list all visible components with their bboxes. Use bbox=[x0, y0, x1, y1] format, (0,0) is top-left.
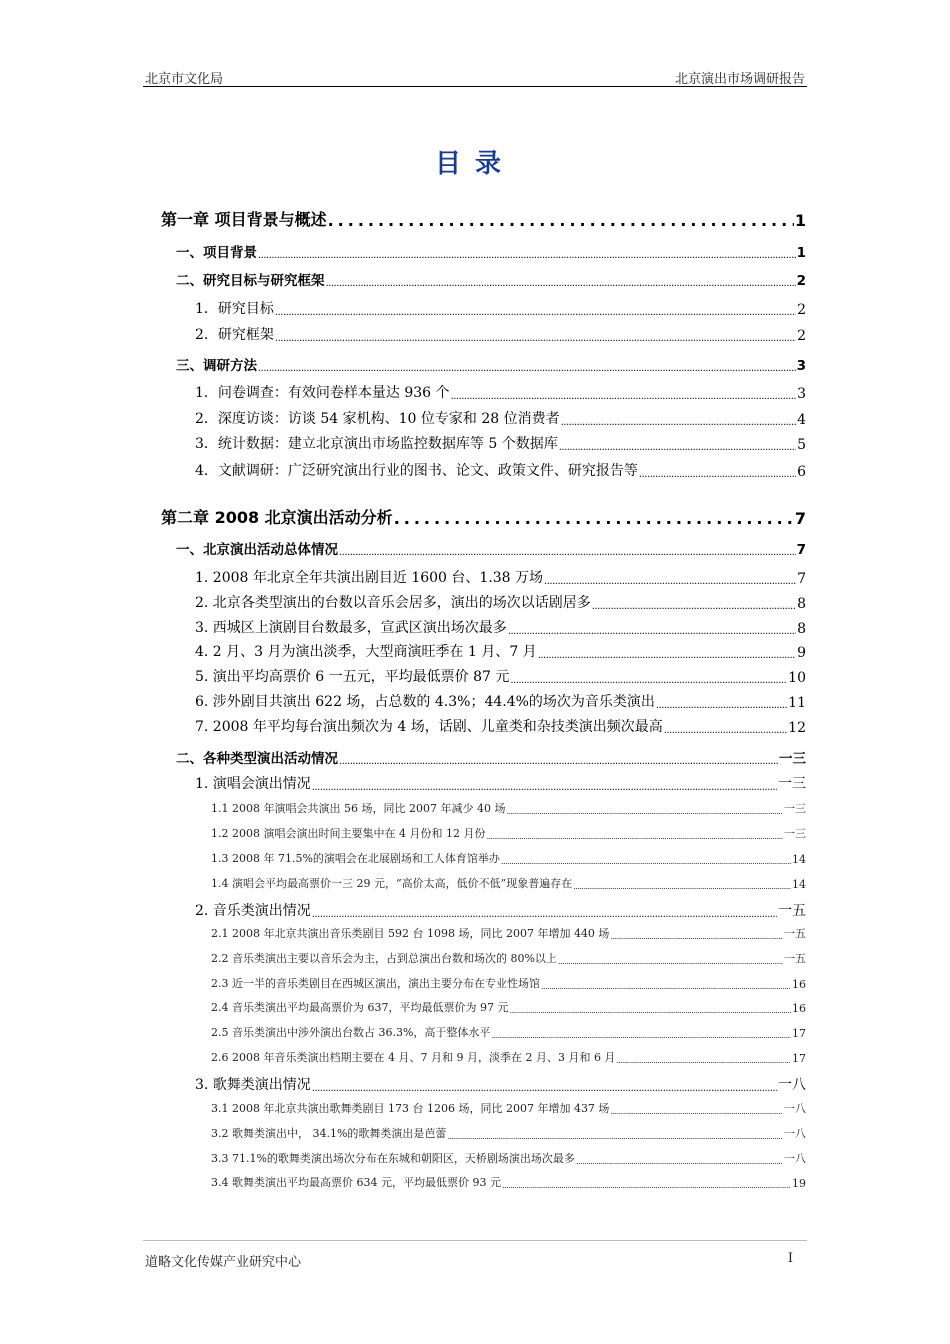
toc-leader-dots bbox=[312, 782, 777, 793]
toc-entry[interactable] bbox=[161, 800, 806, 816]
toc-leader-dots bbox=[544, 576, 796, 587]
toc-leader-dots bbox=[573, 882, 791, 891]
toc-entry-page: 一三 bbox=[778, 776, 806, 792]
toc-entry-page: 8 bbox=[797, 621, 806, 637]
toc-entry-page: 7 bbox=[794, 509, 806, 528]
toc-entry-title: 1.4 演唱会平均最高票价一三 29 元，“高价太高，低价不低”现象普遍存在 bbox=[211, 877, 573, 890]
toc-entry-page: 1 bbox=[794, 211, 806, 230]
footer-left-text: 道略文化传媒产业研究中心 bbox=[145, 1255, 302, 1270]
toc-leader-dots bbox=[486, 832, 783, 841]
toc-entry-title: 2.6 2008 年音乐类演出档期主要在 4 月、7 月和 9 月，淡季在 2 月、3 月和 6 月 bbox=[211, 1051, 616, 1064]
page-footer bbox=[143, 1240, 807, 1271]
toc-entry[interactable] bbox=[161, 617, 806, 637]
toc-entry-page: 12 bbox=[788, 720, 806, 736]
toc-entry-title: 6. 涉外剧目共演出 622 场，占总数的 4.3%；44.4%的场次为音乐类演出 bbox=[195, 694, 655, 710]
toc-entry-page: 一三 bbox=[784, 802, 806, 815]
toc-entry-page: 一五 bbox=[784, 952, 806, 965]
toc-entry[interactable] bbox=[161, 825, 806, 841]
toc-entry-title: 2. 北京各类型演出的台数以音乐会居多，演出的场次以话剧居多 bbox=[195, 595, 591, 611]
toc-entry-title: 3．统计数据：建立北京演出市场监控数据库等 5 个数据库 bbox=[195, 436, 558, 452]
toc-entry-page: 14 bbox=[792, 878, 806, 891]
toc-leader-dots bbox=[610, 932, 783, 941]
toc-entry[interactable] bbox=[161, 950, 806, 966]
toc-entry[interactable] bbox=[161, 1074, 806, 1094]
toc-entry-title: 1.1 2008 年演唱会共演出 56 场，同比 2007 年减少 40 场 bbox=[211, 802, 506, 815]
toc-entry-page: 一三 bbox=[779, 751, 806, 767]
toc-entry[interactable] bbox=[161, 641, 806, 661]
toc-entry-title: 4. 2 月、3 月为演出淡季，大型商演旺季在 1 月、7 月 bbox=[195, 644, 537, 660]
toc-entry-title: 二、研究目标与研究框架 bbox=[176, 273, 325, 289]
toc-leader-dots bbox=[394, 509, 794, 528]
toc-entry-title: 5. 演出平均高票价 6 一五元，平均最低票价 87 元 bbox=[195, 669, 510, 685]
toc-entry-title: 2．深度访谈：访谈 54 家机构、10 位专家和 28 位消费者 bbox=[195, 411, 560, 427]
toc-leader-dots bbox=[559, 442, 796, 453]
toc-entry-title: 2.4 音乐类演出平均最高票价为 637，平均最低票价为 97 元 bbox=[211, 1001, 509, 1014]
page-header bbox=[143, 66, 807, 87]
toc-entry[interactable] bbox=[161, 324, 806, 344]
toc-entry[interactable] bbox=[161, 747, 806, 767]
toc-entry-title: 第一章 项目背景与概述 bbox=[161, 210, 327, 229]
toc-entry[interactable] bbox=[161, 298, 806, 318]
toc-leader-dots bbox=[501, 857, 791, 866]
toc-leader-dots bbox=[592, 601, 796, 612]
toc-entry[interactable] bbox=[161, 460, 806, 480]
toc-leader-dots bbox=[541, 982, 791, 991]
toc-leader-dots bbox=[312, 1083, 777, 1094]
toc-entry-title: 三、调研方法 bbox=[176, 358, 257, 374]
header-left-text: 北京市文化局 bbox=[145, 72, 224, 87]
toc-leader-dots bbox=[506, 807, 783, 816]
toc-entry-title: 一、北京演出活动总体情况 bbox=[176, 542, 338, 558]
toc-entry[interactable] bbox=[161, 354, 806, 374]
toc-entry[interactable] bbox=[161, 408, 806, 428]
toc-entry-title: 3.2 歌舞类演出中， 34.1%的歌舞类演出是芭蕾 bbox=[211, 1127, 447, 1140]
toc-entry-page: 7 bbox=[796, 542, 806, 558]
toc-entry-page: 10 bbox=[788, 670, 806, 686]
toc-entry-page: 11 bbox=[788, 695, 806, 711]
toc-leader-dots bbox=[451, 391, 797, 402]
toc-entry[interactable] bbox=[161, 1174, 806, 1190]
toc-leader-dots bbox=[616, 1056, 791, 1065]
toc-leader-dots bbox=[328, 211, 794, 230]
toc-entry-title: 2. 音乐类演出情况 bbox=[195, 903, 311, 919]
toc-entry-page: 一八 bbox=[784, 1102, 806, 1115]
toc-entry[interactable] bbox=[161, 1024, 806, 1040]
toc-entry[interactable] bbox=[161, 1150, 806, 1166]
toc-entry-page: 3 bbox=[797, 386, 806, 402]
toc-leader-dots bbox=[491, 1031, 791, 1040]
toc-leader-dots bbox=[339, 547, 796, 558]
toc-entry-page: 6 bbox=[797, 464, 806, 480]
toc-entry[interactable] bbox=[161, 505, 806, 528]
toc-entry-title: 1.3 2008 年 71.5%的演唱会在北展剧场和工人体育馆举办 bbox=[211, 852, 500, 865]
page-number: I bbox=[787, 1251, 793, 1266]
toc-entry-title: 3. 歌舞类演出情况 bbox=[195, 1077, 311, 1093]
toc-entry[interactable] bbox=[161, 538, 806, 558]
toc-leader-dots bbox=[447, 1132, 783, 1141]
toc-entry[interactable] bbox=[161, 666, 806, 686]
toc-entry[interactable] bbox=[161, 241, 806, 261]
toc-entry[interactable] bbox=[161, 1125, 806, 1141]
toc-leader-dots bbox=[538, 650, 796, 661]
toc-entry-page: 一五 bbox=[784, 927, 806, 940]
toc-entry-page: 8 bbox=[797, 596, 806, 612]
toc-entry[interactable] bbox=[161, 207, 806, 230]
toc-leader-dots bbox=[502, 1181, 791, 1190]
toc-entry[interactable] bbox=[161, 269, 806, 289]
toc-entry-page: 一八 bbox=[778, 1077, 806, 1093]
toc-leader-dots bbox=[275, 333, 796, 344]
toc-entry-page: 9 bbox=[797, 645, 806, 661]
toc-entry[interactable] bbox=[161, 1049, 806, 1065]
toc-entry[interactable] bbox=[161, 850, 806, 866]
toc-entry-title: 1．研究目标 bbox=[195, 301, 274, 317]
toc-leader-dots bbox=[558, 957, 783, 966]
toc-entry-page: 2 bbox=[796, 273, 806, 289]
toc-entry-page: 19 bbox=[792, 1177, 806, 1190]
toc-entry-title: 1. 演唱会演出情况 bbox=[195, 776, 311, 792]
toc-leader-dots bbox=[258, 363, 796, 374]
toc-title: 目录 bbox=[434, 149, 515, 179]
toc-entry[interactable] bbox=[161, 691, 806, 711]
toc-entry-title: 2．研究框架 bbox=[195, 327, 274, 343]
toc-entry-page: 一三 bbox=[784, 827, 806, 840]
toc-entry-page: 16 bbox=[792, 1002, 806, 1015]
toc-leader-dots bbox=[326, 278, 796, 289]
toc-entry-title: 一、项目背景 bbox=[176, 245, 257, 261]
toc-entry-page: 1 bbox=[796, 245, 806, 261]
toc-entry[interactable] bbox=[161, 875, 806, 891]
toc-entry[interactable] bbox=[161, 925, 806, 941]
toc-entry-page: 3 bbox=[796, 358, 806, 374]
toc-leader-dots bbox=[508, 626, 796, 637]
toc-leader-dots bbox=[656, 700, 787, 711]
toc-entry-title: 3.1 2008 年北京共演出歌舞类剧目 173 台 1206 场，同比 2007 年增加 437 场 bbox=[211, 1102, 610, 1115]
toc-entry-title: 2.5 音乐类演出中涉外演出台数占 36.3%，高于整体水平 bbox=[211, 1026, 491, 1039]
toc-entry-title: 4．文献调研：广泛研究演出行业的图书、论文、政策文件、研究报告等 bbox=[195, 463, 638, 479]
header-right-text: 北京演出市场调研报告 bbox=[674, 72, 805, 87]
toc-entry-page: 17 bbox=[792, 1027, 806, 1040]
toc-entry-page: 14 bbox=[792, 853, 806, 866]
toc-entry-page: 5 bbox=[797, 437, 806, 453]
toc-entry-title: 3. 西城区上演剧目台数最多，宣武区演出场次最多 bbox=[195, 620, 507, 636]
toc-entry[interactable] bbox=[161, 773, 806, 793]
toc-entry[interactable] bbox=[161, 1100, 806, 1116]
toc-entry-title: 2.2 音乐类演出主要以音乐会为主，占到总演出台数和场次的 80%以上 bbox=[211, 952, 557, 965]
toc-leader-dots bbox=[576, 1157, 783, 1166]
toc-entry-page: 17 bbox=[792, 1052, 806, 1065]
toc-entry-page: 7 bbox=[797, 571, 806, 587]
toc-leader-dots bbox=[275, 307, 796, 318]
toc-entry[interactable] bbox=[161, 592, 806, 612]
toc-entry[interactable] bbox=[161, 999, 806, 1015]
toc-leader-dots bbox=[509, 1006, 791, 1015]
toc-leader-dots bbox=[258, 250, 796, 261]
toc-entry[interactable] bbox=[161, 382, 806, 402]
toc-leader-dots bbox=[339, 756, 778, 767]
toc-entry-title: 2.1 2008 年北京共演出音乐类剧目 592 台 1098 场，同比 2007 年增加 440 场 bbox=[211, 927, 610, 940]
toc-leader-dots bbox=[639, 469, 796, 480]
toc-entry[interactable] bbox=[161, 567, 806, 587]
toc-entry-page: 一八 bbox=[784, 1152, 806, 1165]
toc-entry-title: 7. 2008 年平均每台演出频次为 4 场，话剧、儿童类和杂技类演出频次最高 bbox=[195, 719, 663, 735]
toc-entry-title: 1.2 2008 演唱会演出时间主要集中在 4 月份和 12 月份 bbox=[211, 827, 486, 840]
toc-leader-dots bbox=[664, 725, 787, 736]
toc-leader-dots bbox=[510, 675, 787, 686]
toc-entry-title: 3.3 71.1%的歌舞类演出场次分布在东城和朝阳区，天桥剧场演出场次最多 bbox=[211, 1152, 575, 1165]
toc-entry-title: 2.3 近一半的音乐类剧目在西城区演出，演出主要分布在专业性场馆 bbox=[211, 977, 540, 990]
toc-entry[interactable] bbox=[161, 433, 806, 453]
toc-entry[interactable] bbox=[161, 716, 806, 736]
toc-entry[interactable] bbox=[161, 900, 806, 920]
toc-leader-dots bbox=[561, 417, 796, 428]
toc-entry-title: 1．问卷调查：有效问卷样本量达 936 个 bbox=[195, 385, 450, 401]
toc-entry-page: 2 bbox=[797, 328, 806, 344]
toc-entry-title: 3.4 歌舞类演出平均最高票价 634 元，平均最低票价 93 元 bbox=[211, 1176, 501, 1189]
toc-entry[interactable] bbox=[161, 975, 806, 991]
toc-leader-dots bbox=[610, 1107, 783, 1116]
toc-entry-page: 一八 bbox=[784, 1127, 806, 1140]
toc-entry-page: 16 bbox=[792, 978, 806, 991]
toc-leader-dots bbox=[312, 909, 777, 920]
toc-entry-title: 二、各种类型演出活动情况 bbox=[176, 751, 338, 767]
toc-entry-page: 4 bbox=[797, 412, 806, 428]
toc-entry-page: 2 bbox=[797, 302, 806, 318]
toc-entry-page: 一五 bbox=[778, 903, 806, 919]
toc-entry-title: 1. 2008 年北京全年共演出剧目近 1600 台、1.38 万场 bbox=[195, 570, 544, 586]
toc-entry-title: 第二章 2008 北京演出活动分析 bbox=[161, 508, 393, 527]
